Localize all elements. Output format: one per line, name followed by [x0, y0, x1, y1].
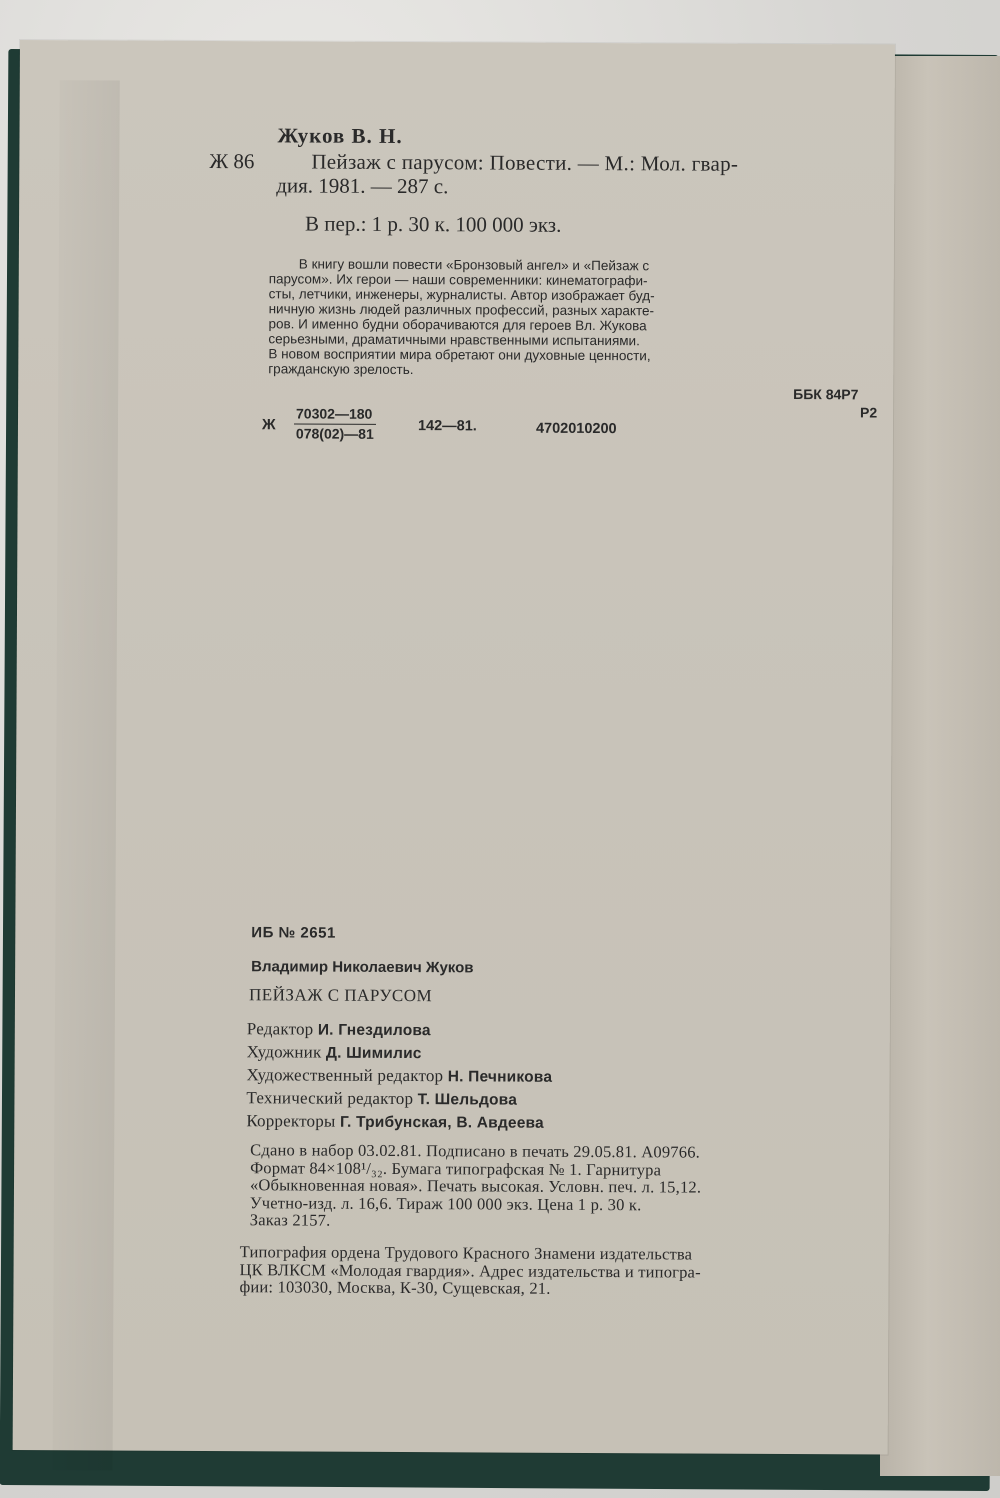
credit-role: Художник — [246, 1042, 322, 1062]
classification-number: 4702010200 — [535, 420, 617, 438]
credit-name: Т. Шельдова — [417, 1091, 518, 1109]
page-fold-shadow — [53, 80, 120, 1470]
classification-letter: Ж — [261, 416, 276, 434]
fraction-numerator: 70302—180 — [294, 405, 376, 424]
book-title: ПЕЙЗАЖ С ПАРУСОМ — [248, 985, 433, 1006]
printing-line: Сдано в набор 03.02.81. Подписано в печать 29.05.81. А09766. — [250, 1140, 701, 1162]
credit-role: Корректоры — [246, 1111, 336, 1131]
bibliographic-line-1: Пейзаж с парусом: Повести. — М.: Мол. гвар- — [311, 149, 739, 176]
credit-line — [247, 1018, 553, 1043]
printing-line: Формат 84×108¹/₃₂. Бумага типографская № 1. Гарнитура — [250, 1157, 662, 1179]
price-line: В пер.: 1 р. 30 к. 100 000 экз. — [304, 211, 562, 237]
press-line: Типография ордена Трудового Красного Знамени издательства — [239, 1242, 693, 1264]
annotation-block — [268, 256, 883, 379]
annotation-line: В книгу вошли повести «Бронзовый ангел» и «Пейзаж с — [298, 256, 650, 274]
annotation-line: ничную жизнь людей различных профессий, разных характе- — [268, 301, 655, 319]
book-page — [13, 40, 895, 1455]
press-block — [239, 1243, 701, 1298]
annotation-line: ров. И именно будни оборачиваются для героев Вл. Жукова — [268, 316, 647, 334]
annotation-line: парусом». Их герои — наши современники: кинематографи- — [268, 271, 648, 289]
credit-name: Н. Печникова — [447, 1068, 553, 1086]
ib-number: ИБ № 2651 — [251, 924, 336, 942]
printing-line: Заказ 2157. — [249, 1210, 331, 1230]
credit-role: Технический редактор — [246, 1088, 414, 1109]
annotation-line: В новом восприятии мира обретают они духовные ценности, — [268, 346, 651, 364]
author-full-name: Владимир Николаевич Жуков — [251, 958, 474, 977]
bibliographic-line-2: дия. 1981. — 287 с. — [276, 173, 449, 199]
credit-line — [246, 1087, 552, 1112]
annotation-line: гражданскую зрелость. — [268, 361, 414, 378]
credits-block — [246, 1018, 552, 1135]
catalog-index: Ж 86 — [209, 148, 255, 174]
credit-role: Художественный редактор — [246, 1065, 444, 1086]
fraction-denominator: 078(02)—81 — [295, 425, 374, 442]
press-line: фии: 103030, Москва, К-30, Сущевская, 21. — [239, 1277, 551, 1298]
printing-data-block — [250, 1141, 702, 1231]
printing-line: Учетно-изд. л. 16,6. Тираж 100 000 экз. Цена 1 р. 30 к. — [249, 1192, 642, 1214]
facing-page-edge — [880, 56, 1000, 1476]
author-line: Жуков В. Н. — [277, 123, 403, 149]
press-line: ЦК ВЛКСМ «Молодая гвардия». Адрес издательства и типогра- — [239, 1259, 701, 1282]
credit-line — [247, 1041, 553, 1066]
classification-fraction — [294, 405, 376, 442]
credit-line — [247, 1064, 553, 1089]
credit-role: Редактор — [246, 1019, 314, 1039]
credit-name: И. Гнездилова — [317, 1021, 431, 1040]
credit-name: Д. Шимилис — [325, 1044, 422, 1063]
annotation-line: сты, летчики, инженеры, журналисты. Автор изображает буд- — [268, 286, 655, 304]
printing-line: «Обыкновенная новая». Печать высокая. Условн. печ. л. 15,12. — [249, 1175, 702, 1197]
credit-line — [246, 1110, 552, 1135]
annotation-line: серьезными, драматичными нравственными испытаниями. — [268, 331, 640, 349]
bbk-code: ББК 84Р7 — [793, 386, 859, 403]
classification-suffix: 142—81. — [417, 418, 477, 435]
credit-name: Г. Трибунская, В. Авдеева — [339, 1113, 544, 1132]
classification-code: Р2 — [860, 404, 878, 421]
